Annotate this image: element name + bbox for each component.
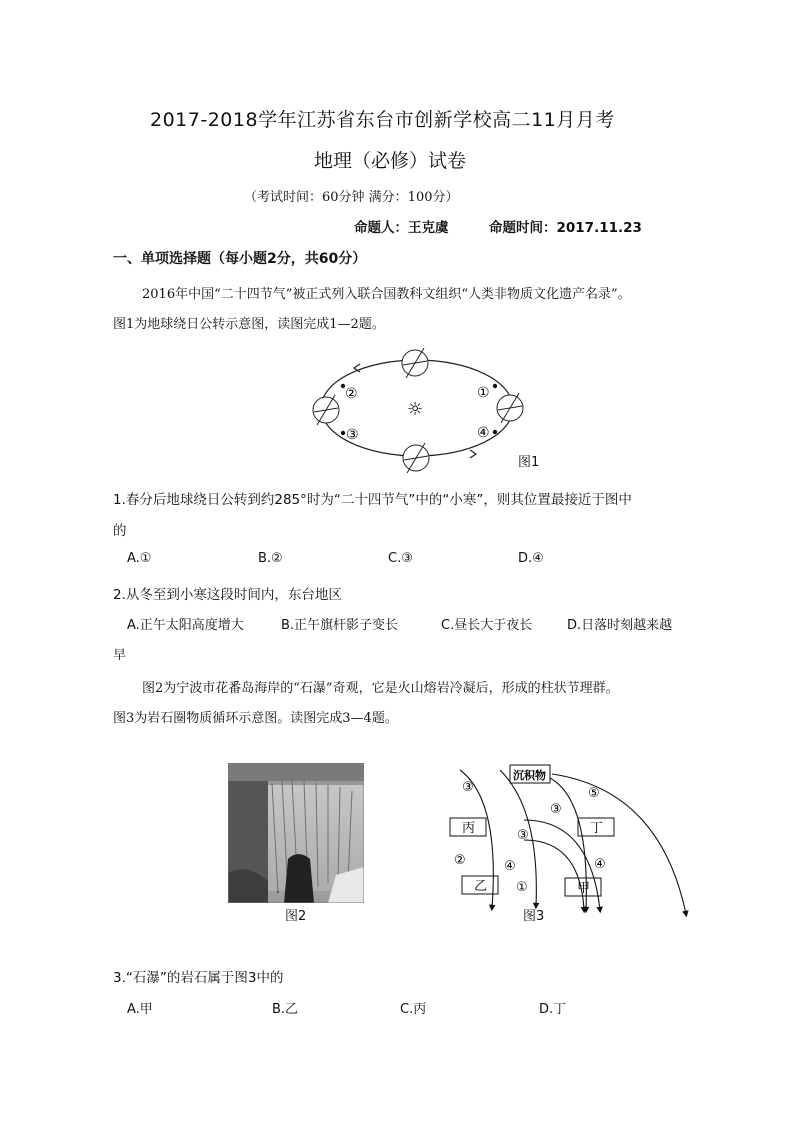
figure-1-caption: 图1 bbox=[518, 455, 540, 470]
question-2-option-d[interactable]: D.日落时刻越来越 bbox=[567, 618, 673, 633]
fig3-marker-c: ⑤ bbox=[588, 786, 600, 801]
orbit-arrow-bottom bbox=[470, 450, 476, 458]
figure-3-caption: 图3 bbox=[523, 909, 545, 924]
question-2-option-b[interactable]: B.正午旗杆影子变长 bbox=[281, 618, 399, 633]
intro-line-1: 2016年中国“二十四节气”被正式列入联合国教科文组织“人类非物质文化遗产名录”。 bbox=[142, 287, 631, 302]
box-ding-label: 丁 bbox=[590, 821, 604, 836]
figure-3-rock-cycle bbox=[440, 760, 700, 920]
box-sediment-label: 沉积物 bbox=[513, 769, 546, 782]
earth-top bbox=[402, 348, 428, 378]
question-2-option-c[interactable]: C.昼长大于夜长 bbox=[441, 618, 533, 633]
question-1-stem-line-2: 的 bbox=[113, 523, 127, 539]
section-heading: 一、单项选择题（每小题2分，共60分） bbox=[113, 251, 367, 267]
exam-info: （考试时间：60分钟 满分：100分） bbox=[244, 190, 459, 205]
question-3-option-c[interactable]: C.丙 bbox=[400, 1002, 427, 1017]
marker-4: ④ bbox=[477, 425, 490, 441]
question-3-stem: 3.“石瀑”的岩石属于图3中的 bbox=[113, 970, 284, 986]
exam-author: 命题人：王克虞 bbox=[354, 220, 449, 236]
box-yi-label: 乙 bbox=[474, 879, 488, 894]
question-3-option-b[interactable]: B.乙 bbox=[272, 1002, 299, 1017]
box-jia-label: 甲 bbox=[577, 881, 591, 896]
fig3-marker-g: ④ bbox=[594, 857, 606, 872]
marker-3: ③ bbox=[346, 427, 359, 443]
earth-bottom bbox=[403, 443, 429, 473]
box-bing-label: 丙 bbox=[462, 821, 476, 836]
fig3-marker-f: ④ bbox=[504, 859, 516, 874]
sun-icon: ☼ bbox=[407, 399, 424, 420]
question-1-option-a[interactable]: A.① bbox=[127, 551, 152, 566]
marker-1: ① bbox=[477, 385, 490, 401]
question-3-option-d[interactable]: D.丁 bbox=[539, 1002, 567, 1017]
fig3-marker-e: ② bbox=[454, 853, 466, 868]
question-1-option-d[interactable]: D.④ bbox=[518, 551, 544, 566]
intro-line-2: 图1为地球绕日公转示意图，读图完成1—2题。 bbox=[113, 317, 385, 332]
question-1-stem-line-1: 1.春分后地球绕日公转到约285°时为“二十四节气”中的“小寒”，则其位置最接近于图中 bbox=[113, 492, 632, 508]
passage-2-line-2: 图3为岩石圈物质循环示意图。读图完成3—4题。 bbox=[113, 711, 398, 726]
fig3-marker-d: ③ bbox=[517, 828, 529, 843]
position-dot-4 bbox=[493, 430, 497, 434]
fig3-marker-h: ① bbox=[516, 880, 528, 895]
fig3-marker-b: ③ bbox=[550, 802, 562, 817]
figure-2-caption: 图2 bbox=[285, 909, 307, 924]
fig3-marker-a: ③ bbox=[462, 780, 474, 795]
question-2-option-d-wrap: 早 bbox=[113, 648, 127, 663]
question-3-option-a[interactable]: A.甲 bbox=[127, 1002, 153, 1017]
exam-title: 2017-2018学年江苏省东台市创新学校高二11月月考 bbox=[150, 109, 615, 131]
earth-right bbox=[497, 393, 523, 423]
passage-2-line-1: 图2为宁波市花番岛海岸的“石瀑”奇观，它是火山熔岩冷凝后，形成的柱状节理群。 bbox=[142, 681, 619, 696]
position-dot-1 bbox=[493, 384, 497, 388]
exam-date: 命题时间：2017.11.23 bbox=[489, 220, 642, 236]
arrow-6 bbox=[524, 840, 584, 910]
question-2-stem: 2.从冬至到小寒这段时间内，东台地区 bbox=[113, 587, 342, 603]
position-dot-3 bbox=[341, 431, 345, 435]
exam-subtitle: 地理（必修）试卷 bbox=[314, 150, 467, 172]
figure-2-photo bbox=[228, 763, 364, 903]
marker-2: ② bbox=[345, 386, 358, 402]
question-2-option-a[interactable]: A.正午太阳高度增大 bbox=[127, 618, 244, 633]
earth-left bbox=[313, 395, 339, 425]
question-1-option-c[interactable]: C.③ bbox=[388, 551, 413, 566]
question-1-option-b[interactable]: B.② bbox=[258, 551, 283, 566]
